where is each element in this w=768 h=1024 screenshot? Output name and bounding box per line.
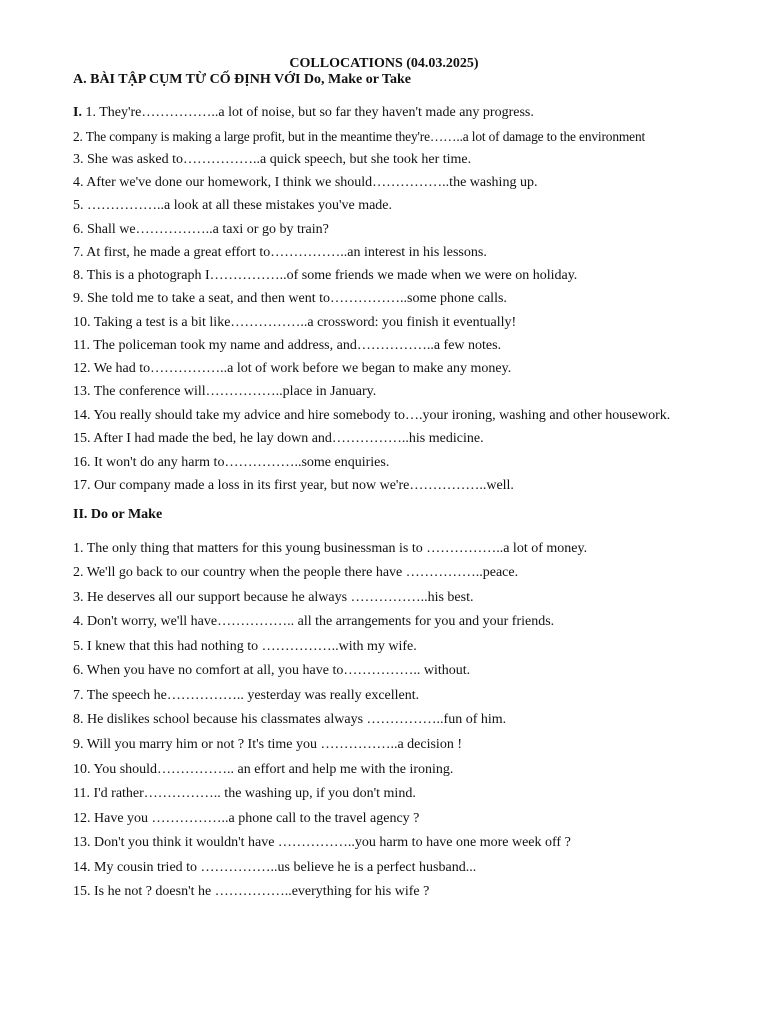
part1-item: 4. After we've done our homework, I think we should……………..the washing up. [73,175,538,190]
part2-item: 10. You should…………….. an effort and help me with the ironing. [73,762,454,777]
part2-item: 4. Don't worry, we'll have…………….. all the arrangements for you and your friends. [73,614,555,629]
part1-item: 6. Shall we……………..a taxi or go by train? [73,222,329,237]
part2-item: 3. He deserves all our support because he always ……………..his best. [73,590,474,605]
part1-marker: I. [73,105,82,120]
part2-item: 5. I knew that this had nothing to ……………..with my wife. [73,639,417,654]
part1-item: 3. She was asked to……………..a quick speech, but she took her time. [73,152,472,167]
part2-item: 2. We'll go back to our country when the people there have ……………..peace. [73,565,519,580]
part1-item: 12. We had to……………..a lot of work before we began to make any money. [73,361,512,376]
part1-item: 15. After I had made the bed, he lay down and……………..his medicine. [73,431,484,446]
part1-item [73,105,534,121]
part2-item: 6. When you have no comfort at all, you have to…………….. without. [73,663,471,678]
part1-item: 17. Our company made a loss in its first year, but now we're……………..well. [73,478,514,493]
part1-item: 13. The conference will……………..place in January. [73,384,377,399]
part1-item: 11. The policeman took my name and address, and……………..a few notes. [73,338,502,353]
part2-item: 8. He dislikes school because his classmates always ……………..fun of him. [73,712,507,727]
part1-item: 9. She told me to take a seat, and then went to……………..some phone calls. [73,291,507,306]
part2-item: 12. Have you ……………..a phone call to the travel agency ? [73,811,420,826]
document-title: COLLOCATIONS (04.03.2025) [289,56,479,71]
part2-item: 14. My cousin tried to ……………..us believe he is a perfect husband... [73,860,477,875]
part2-heading: II. Do or Make [73,507,163,522]
part1-item: 2. The company is making a large profit, but in the meantime they're……..a lot of damage to the environment [73,129,646,144]
part2-item: 1. The only thing that matters for this young businessman is to ……………..a lot of money. [73,541,588,556]
part2-item: 15. Is he not ? doesn't he ……………..everything for his wife ? [73,884,430,899]
part1-item: 14. You really should take my advice and hire somebody to….your ironing, washing and other housework. [73,408,671,423]
part1-item: 16. It won't do any harm to……………..some enquiries. [73,455,390,470]
part2-item: 13. Don't you think it wouldn't have ……………..you harm to have one more week off ? [73,835,571,850]
section-a-heading: A. BÀI TẬP CỤM TỪ CỐ ĐỊNH VỚI Do, Make or Take [73,72,411,87]
part1-item: 5. ……………..a look at all these mistakes you've made. [73,198,393,213]
part1-item-text: 1. They're……………..a lot of noise, but so far they haven't made any progress. [85,105,534,120]
part1-item: 7. At first, he made a great effort to……………..an interest in his lessons. [73,245,487,260]
part1-item: 8. This is a photograph I……………..of some friends we made when we were on holiday. [73,268,578,283]
part2-item: 9. Will you marry him or not ? It's time you ……………..a decision ! [73,737,462,752]
part2-item: 11. I'd rather…………….. the washing up, if you don't mind. [73,786,416,801]
part1-item: 10. Taking a test is a bit like……………..a crossword: you finish it eventually! [73,315,517,330]
part2-item: 7. The speech he…………….. yesterday was really excellent. [73,688,420,703]
